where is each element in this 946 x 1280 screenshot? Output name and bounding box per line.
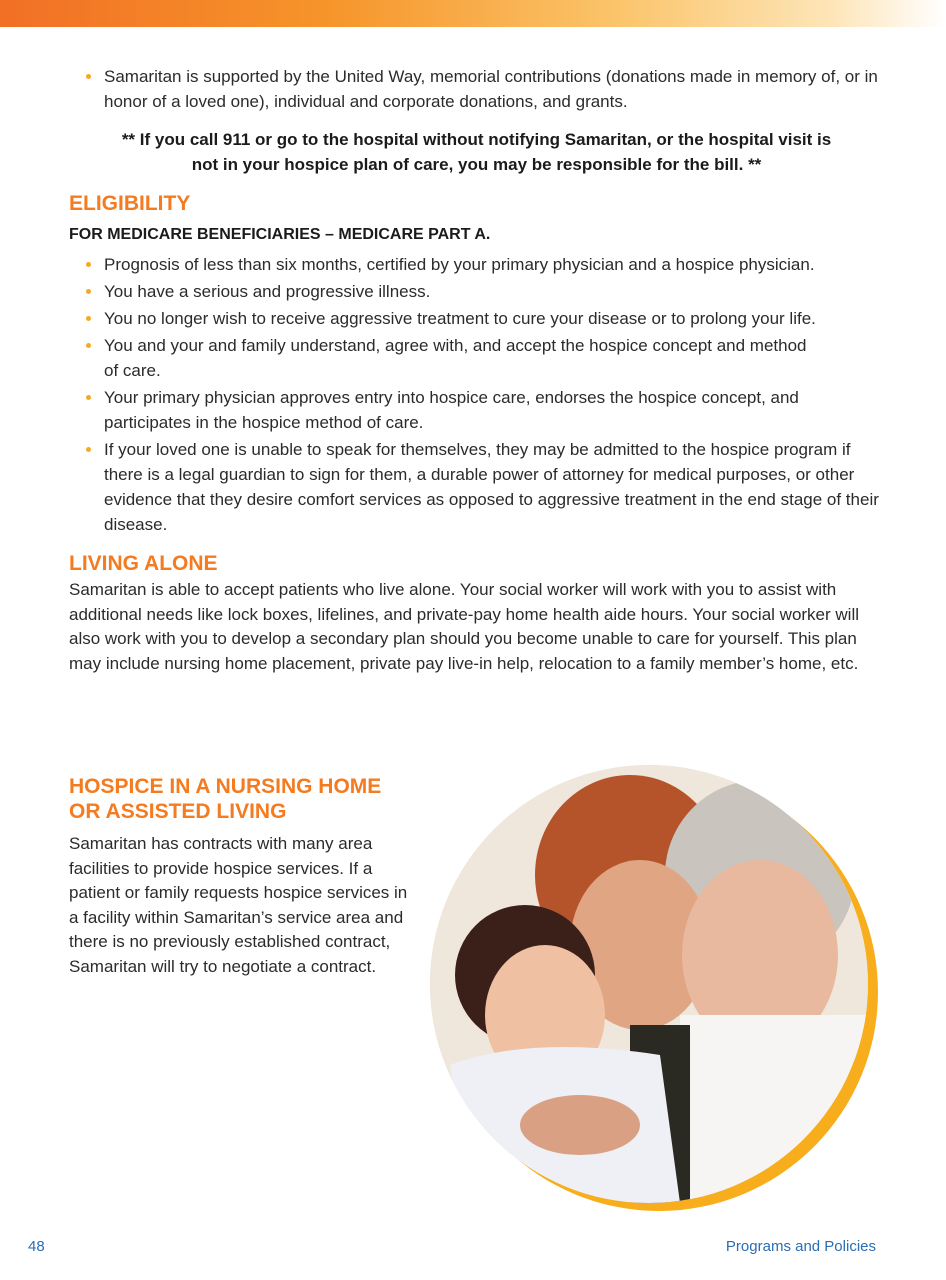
list-item: If your loved one is unable to speak for themselves, they may be admitted to the hospice program if there is a legal guardian to sign for them, a durable power of attorney for medical purposes, or other evidence that they desire comfort services as opposed to aggressive treatment in the end stage of their disease. <box>104 437 884 537</box>
list-item: Samaritan is supported by the United Way, memorial contributions (donations made in memory of, or in honor of a loved one), individual and corporate donations, and grants. <box>104 64 884 114</box>
photo-three-generations <box>430 765 868 1203</box>
living-alone-body: Samaritan is able to accept patients who live alone. Your social worker will work with you to assist with additional needs like lock boxes, lifelines, and private-pay home health aide hours. Your social worker will also work with you to develop a secondary plan should you become unable to care for yourself. This plan may include nursing home placement, private pay live-in help, relocation to a family member’s home, etc. <box>69 580 860 673</box>
main-content <box>69 64 884 676</box>
eligibility-list <box>69 252 884 537</box>
header-gradient-bar <box>0 0 946 27</box>
living-alone-heading: LIVING ALONE <box>69 552 218 575</box>
list-item: You have a serious and progressive illness. <box>104 279 884 304</box>
eligibility-subheading: FOR MEDICARE BENEFICIARIES – MEDICARE PART A. <box>69 226 491 243</box>
list-item: You no longer wish to receive aggressive treatment to cure your disease or to prolong your life. <box>104 306 884 331</box>
footer-section-title: Programs and Policies <box>725 1238 876 1255</box>
nursing-home-body: Samaritan has contracts with many area facilities to provide hospice services. If a patient or family requests hospice services in a facility within Samaritan’s service area and there is no previously established contract, Samaritan will try to negotiate a contract. <box>69 834 408 976</box>
nursing-home-section <box>69 774 414 979</box>
billing-notice: ** If you call 911 or go to the hospital without notifying Samaritan, or the hospital visit is not in your hospice plan of care, you may be responsible for the bill. ** <box>121 130 832 174</box>
page-number: 48 <box>28 1238 45 1255</box>
intro-list <box>69 64 884 114</box>
eligibility-heading: ELIGIBILITY <box>69 192 191 215</box>
nursing-home-heading: HOSPICE IN A NURSING HOME OR ASSISTED LIVING <box>69 775 382 823</box>
list-item: Your primary physician approves entry into hospice care, endorses the hospice concept, and participates in the hospice method of care. <box>104 385 884 435</box>
list-item: You and your and family understand, agree with, and accept the hospice concept and method of care. <box>104 333 884 383</box>
list-item: Prognosis of less than six months, certified by your primary physician and a hospice physician. <box>104 252 884 277</box>
family-photo <box>430 765 878 1211</box>
